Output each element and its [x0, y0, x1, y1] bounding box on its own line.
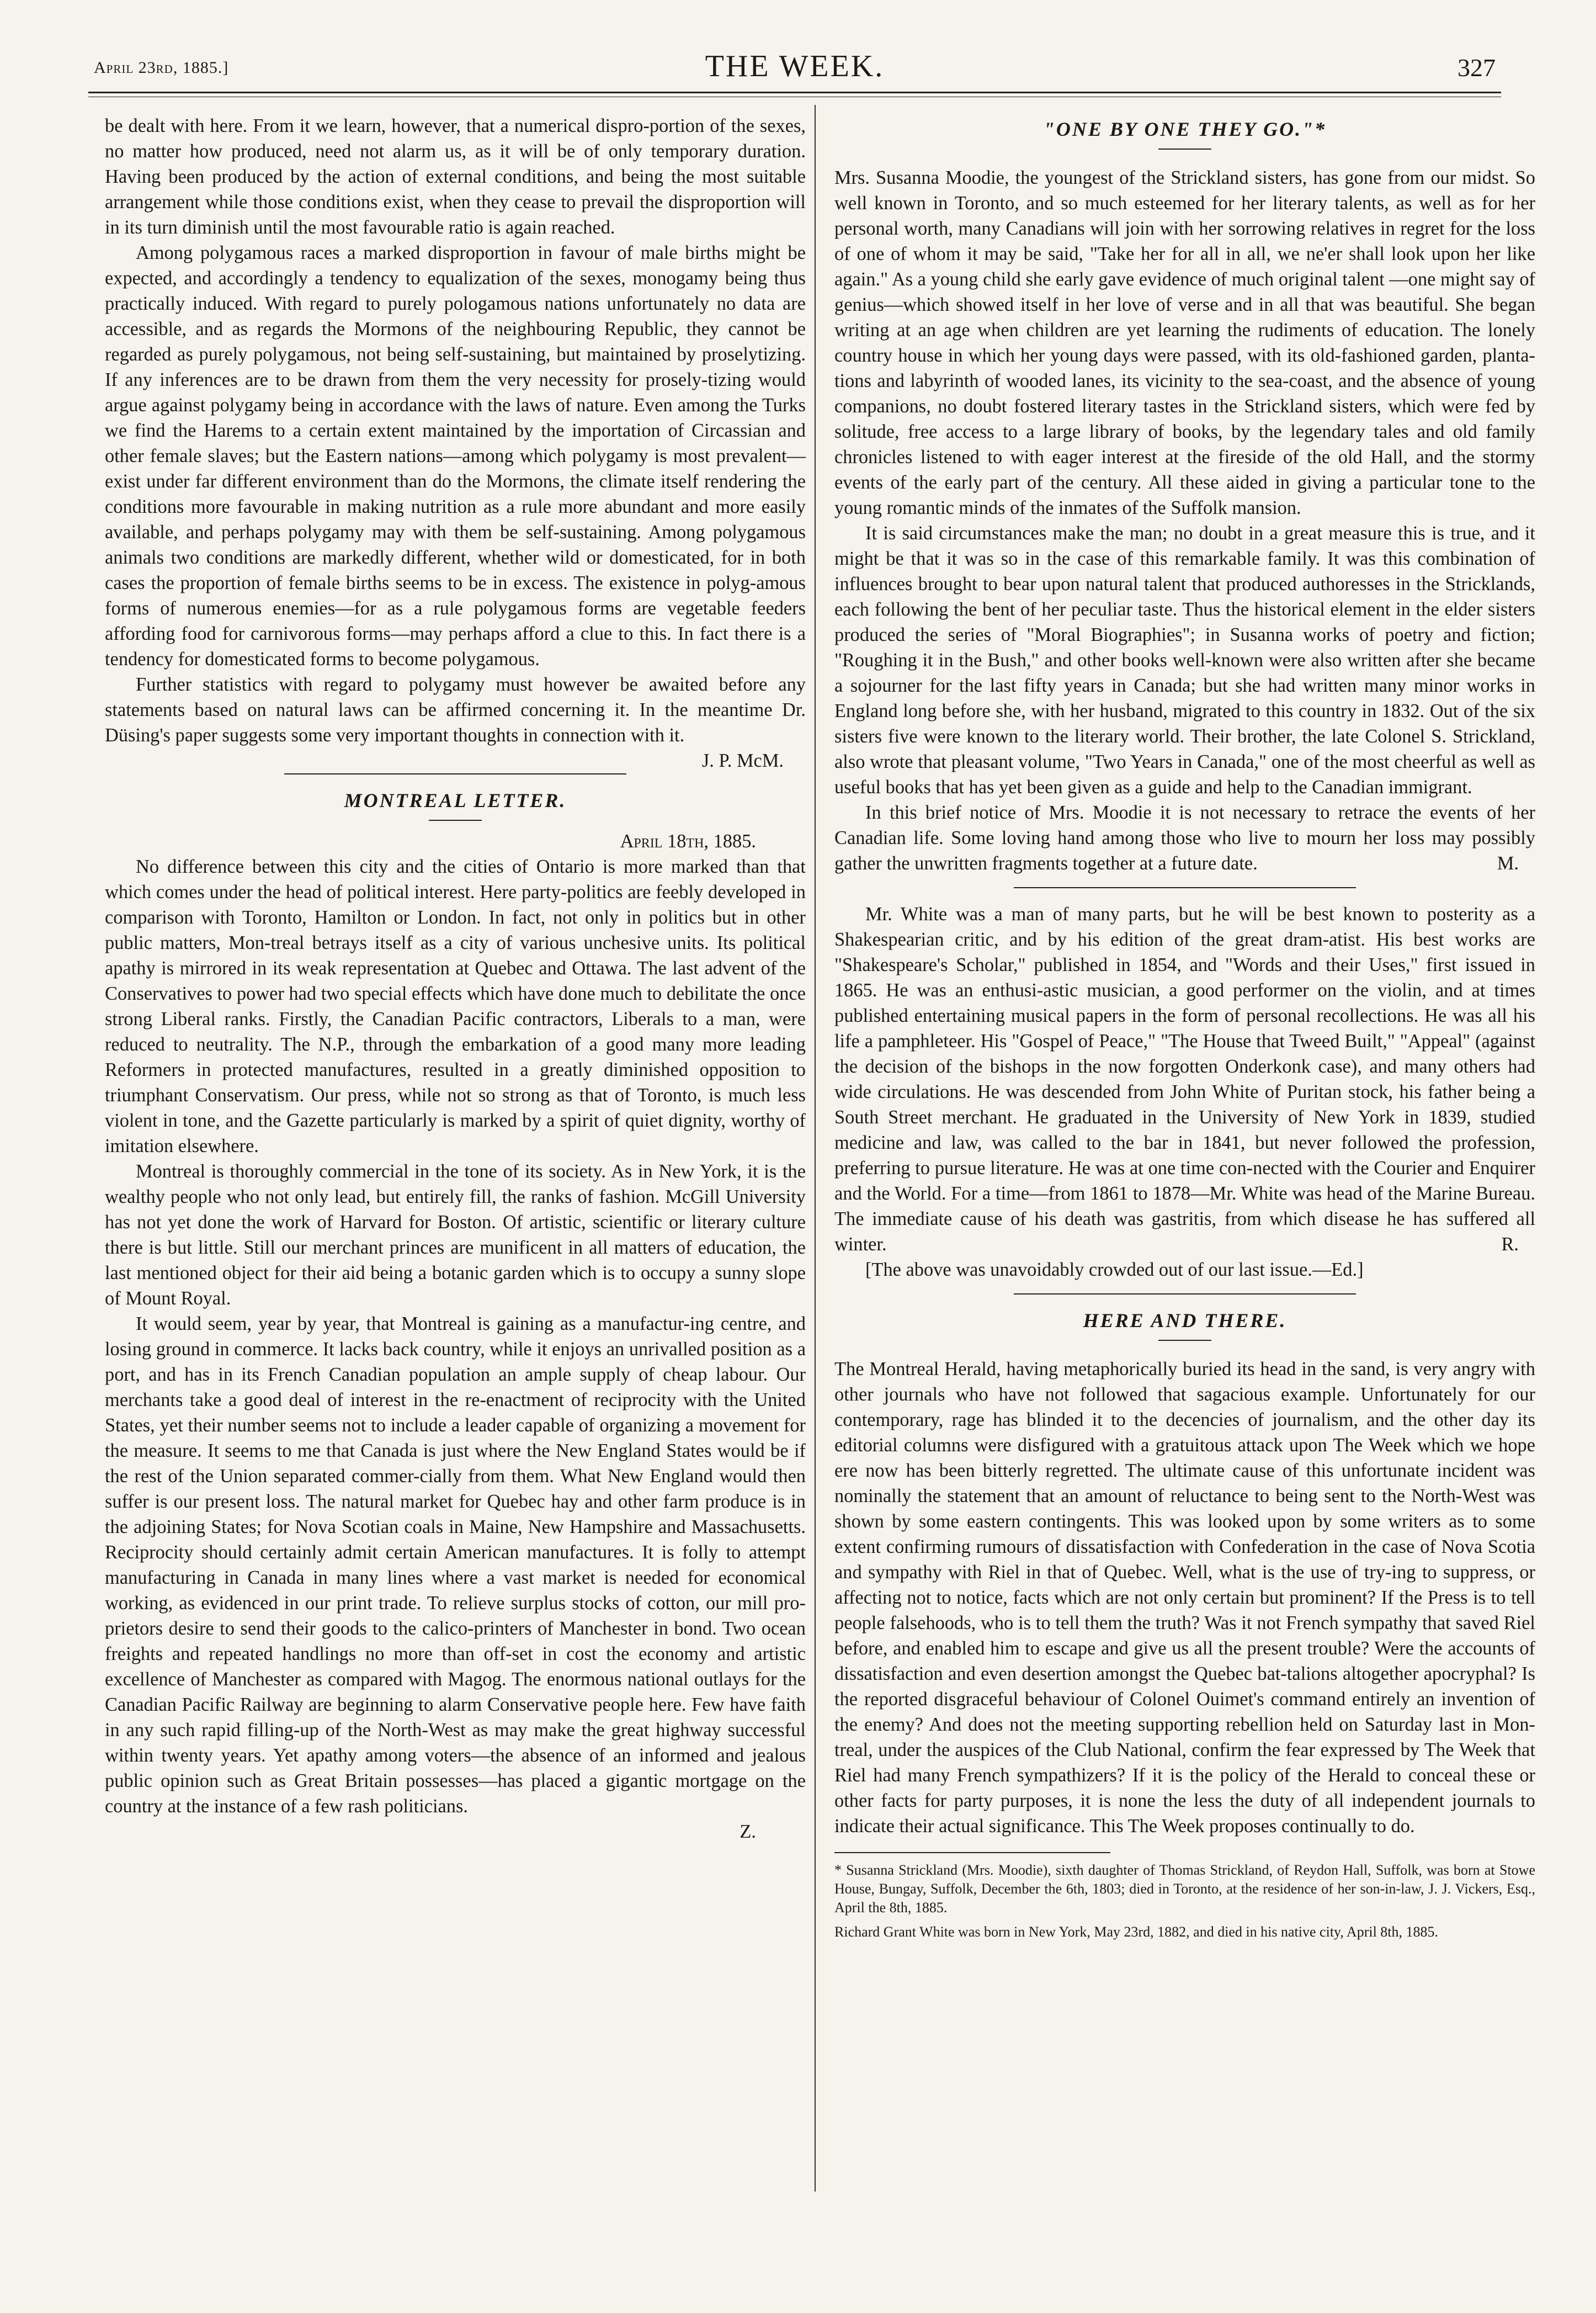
- montreal-letter-title: MONTREAL LETTER.: [344, 789, 567, 811]
- article-paragraph: Montreal is thoroughly commercial in the tone of its society. As in New York, it is the wealthy people who not only lead, but entirely fill, the ranks of fashion. McGill University has not yet done the work of Harvard for Boston. Of artistic, scientific or literary culture there is but little. Still our merchant princes are munificent in all matters of education, the last mentioned object for their aid being a botanic garden which is to occupy a sunny slope of Mount Royal.: [105, 1161, 806, 1309]
- article-paragraph: No difference between this city and the cities of Ontario is more marked than that which comes under the head of political interest. Here party-politics are feebly developed in comparison with Toronto, Hamilton or London. In fact, not only in politics but in other public matters, Mon-treal betrays itself as a city of various unchesive units. Its political apathy is mirrored in its weak representation at Quebec and Ottawa. The last advent of the Conservatives to power had two special effects which have done much to debilitate the once strong Liberal ranks. Firstly, the Canadian Pacific contractors, Liberals to a man, were reduced to neutrality. The N.P., through the embarkation of a good many more leading Reformers in protected manufactures, resulted in a greatly diminished opposition to triumphant Conservatism. Our press, while not so strong as that of Toronto, is much less violent in tone, and the Gazette particularly is marked by a spirit of quiet dignity, worthy of imitation elsewhere.: [105, 856, 806, 1156]
- article-paragraph-text: Further statistics with regard to polygamy must however be awaited before any statements based on natural laws can be affirmed concerning it. In the meantime Dr. Düsing's paper suggests some very important thoughts in connection with it.: [105, 674, 806, 746]
- footnote-rule: [834, 1852, 1110, 1853]
- masthead-title: THE WEEK.: [705, 49, 885, 83]
- article-paragraph: [834, 901, 1535, 1257]
- moodie-title: "ONE BY ONE THEY GO."*: [1043, 118, 1327, 140]
- section-rule: [284, 773, 626, 774]
- here-and-there-title: HERE AND THERE.: [1083, 1309, 1287, 1331]
- title-rule: [1158, 1340, 1211, 1341]
- article-signature: M.: [1497, 853, 1519, 874]
- title-rule: [1158, 148, 1211, 150]
- section-rule: [1014, 887, 1356, 888]
- article-paragraph: be dealt with here. From it we learn, however, that a numerical dispro-portion of the sexes, no matter how produced, need not alarm us, as it will be of only temporary duration. Having been produced by the action of external conditions, and being the most suitable arrangement while those conditions exist, when they cease to prevail the disproportion will in its turn diminish until the most favourable ratio is again reached.: [105, 115, 806, 238]
- section-rule: [1014, 1293, 1356, 1295]
- article-paragraph: Mrs. Susanna Moodie, the youngest of the Strickland sisters, has gone from our midst. So well known in Toronto, and so much esteemed for her literary talents, as well as for her personal worth, many Canadians will join with her sorrowing relatives in regret for the loss of one of whom it may be said, "Take her for all in all, we ne'er shall look upon her like again." As a young child she early gave evidence of much original talent —one might say of genius—which showed itself in her love of verse and in all that was beautiful. She began writing at an age when children are yet learning the rudiments of education. The lonely country house in which her young days were passed, with its old-fashioned garden, planta-tions and labyrinth of wooded lanes, its vicinity to the sea-coast, and the absence of young companions, no doubt fostered literary tastes in the Strickland sisters, which were fed by solitude, free access to a large library of books, by the legendary tales and old family chronicles listened to with eager interest at the fireside of the old Hall, and the stormy events of the early part of the century. All these aided in giving a particular tone to the young romantic minds of the inmates of the Suffolk mansion.: [834, 167, 1535, 518]
- article-signature: R.: [1501, 1234, 1519, 1255]
- article-paragraph-text: In this brief notice of Mrs. Moodie it is not necessary to retrace the events of her Canadian life. Some loving hand among those who live to mourn her loss may possibly gather the unwritten fragments together at a future date.: [834, 802, 1535, 874]
- article-paragraph: [834, 800, 1535, 876]
- article-paragraph: Among polygamous races a marked disproportion in favour of male births might be expected, and accordingly a tendency to equalization of the sexes, monogamy being thus practically induced. With regard to purely pologamous nations unfortunately no data are accessible, and as regards the Mormons of the neighbouring Republic, they cannot be regarded as purely polygamous, not being self-sustaining, but maintained by proselytizing. If any inferences are to be drawn from them the very necessity for prosely-tizing would argue against polygamy being in accordance with the laws of nature. Even among the Turks we find the Harems to a certain extent maintained by the importation of Circassian and other female slaves; but the Eastern nations—among which polygamy is most prevalent—exist under far different environment than do the Mormons, the climate itself rendering the conditions more favourable in making nutrition as a rule more abundant and more easily available, and perhaps polygamy may with them be self-sustaining. Among polygamous animals two conditions are markedly different, whether wild or domesticated, for in both cases the proportion of female births seems to be in excess. The existence in polyg-amous forms of numerous enemies—for as a rule polygamous forms are vegetable feeders affording food for carnivorous forms—may perhaps afford a clue to this. In fact there is a tendency for domesticated forms to become polygamous.: [105, 242, 806, 670]
- article-paragraph: [105, 672, 806, 771]
- left-column: [105, 113, 806, 1844]
- letter-signature: Z.: [740, 1821, 756, 1842]
- article-paragraph: It would seem, year by year, that Montreal is gaining as a manufactur-ing centre, and losing ground in commerce. It lacks back country, while it enjoys an unrivalled position as a port, and has in its French Canadian population an ample supply of cheap labour. Our merchants take a good deal of interest in the re-enactment of reciprocity with the United States, yet their number seems not to include a leader capable of organizing a movement for the measure. It seems to me that Canada is just where the New England States would be if the rest of the Union separated commer-cially from them. What New England would then suffer is our present loss. The natural market for Quebec hay and other farm produce is in the adjoining States; for Nova Scotian coals in Maine, New Hampshire and Massachusetts. Reciprocity should certainly admit certain American manufactures. It is folly to attempt manufacturing in Canada in many lines where a vast market is needed for economical working, as evidenced in our print trade. To relieve surplus stocks of cotton, our mill pro-prietors desire to send their goods to the calico-printers of Manchester in bond. Two ocean freights and repeated handlings no more than off-set in cost the economy and artistic excellence of Manchester as compared with Magog. The enormous national outlays for the Canadian Pacific Railway are beginning to alarm Conservative people here. Few have faith in any such rapid filling-up of the North-West as may make the great highway successful within twenty years. Yet apathy among voters—the absence of an informed and jealous public opinion such as Great Britain possesses—has placed a gigantic mortgage on the country at the instance of a few rash politicians.: [105, 1313, 806, 1817]
- page-number: 327: [1457, 54, 1496, 82]
- editor-note: [The above was unavoidably crowded out of our last issue.—Ed.]: [865, 1259, 1364, 1280]
- right-column: [834, 113, 1535, 1941]
- page-header: [88, 45, 1501, 89]
- header-date: April 23rd, 1885.]: [94, 59, 229, 77]
- article-paragraph: The Montreal Herald, having metaphorically buried its head in the sand, is very angry with other journals who have not followed that sagacious example. Unfortunately for our contemporary, rage has blinded it to the decencies of journalism, and the other day its editorial columns were disfigured with a gratuitous attack upon The Week which we hope ere now has been bitterly regretted. The ultimate cause of this unfortunate incident was nominally the statement that an amount of reluctance to being sent to the North-West was shown by some eastern contingents. This was looked upon by some writers as to some extent confirming rumours of dissatisfaction with Confederation in the case of Nova Scotia and sympathy with Riel in that of Quebec. Well, what is the use of try-ing to suppress, or affecting not to notice, facts which are not only certain but prominent? If the Press is to tell people falsehoods, who is to tell them the truth? Was it not French sympathy that saved Riel before, and enabled him to escape and give us all the present trouble? Were the accounts of dissatisfaction and even desertion amongst the Quebec bat-talions altogether apocryphal? Is the reported disgraceful behaviour of Colonel Ouimet's command entirely an invention of the enemy? And does not the meeting supporting rebellion held on Saturday last in Mon-treal, under the auspices of the Club National, confirm the fear expressed by The Week that Riel had many French sympathizers? If it is the policy of the Herald to conceal these or other facts for party purposes, it is none the less the duty of all independent journals to indicate their actual significance. This The Week proposes continually to do.: [834, 1359, 1535, 1837]
- footnote: * Susanna Strickland (Mrs. Moodie), sixth daughter of Thomas Strickland, of Reydon Hall, Suffolk, was born at Stowe House, Bungay, Suffolk, December the 6th, 1803; died in Toronto, at the residence of her son-in-law, J. J. Vickers, Esq., April the 8th, 1885.: [834, 1862, 1535, 1916]
- column-divider: [815, 105, 816, 2192]
- footnote: Richard Grant White was born in New York, May 23rd, 1882, and died in his native city, April 8th, 1885.: [834, 1924, 1439, 1940]
- article-signature: J. P. McM.: [701, 750, 784, 771]
- header-rule-thick: [88, 92, 1501, 93]
- letter-dateline: April 18th, 1885.: [620, 831, 756, 852]
- article-paragraph-text: Mr. White was a man of many parts, but he will be best known to posterity as a Shakespearian critic, and by his edition of the great dram-atist. His best works are "Shakespeare's Scholar," published in 1854, and "Words and their Uses," first issued in 1865. He was an enthusi-astic musician, a good performer on the violin, and at times published entertaining musical papers in the form of personal recollections. He was all his life a pamphleteer. His "Gospel of Peace," "The House that Tweed Built," "Appeal" (against the decision of the bishops in the now forgotten Onderkonk case), and many others had wide circulations. He was descended from John White of Puritan stock, his father being a South Street merchant. He graduated in the University of New York in 1839, studied medicine and law, was called to the bar in 1841, but never followed the profession, preferring to pursue literature. He was at one time con-nected with the Courier and Enquirer and the World. For a time—from 1861 to 1878—Mr. White was head of the Marine Bureau. The immediate cause of his death was gastritis, from which disease he has suffered all winter.: [834, 904, 1535, 1255]
- article-paragraph: It is said circumstances make the man; no doubt in a great measure this is true, and it might be that it was so in the case of this remarkable family. It was this combination of influences brought to bear upon natural talent that produced authoresses in the Stricklands, each following the bent of her peculiar taste. Thus the historical element in the elder sisters produced the series of "Moral Biographies"; in Susanna works of poetry and fiction; "Roughing it in the Bush," and other books well-known were also written after she became a sojourner for the last fifty years in Canada; but she had written many minor works in England long before she, with her husband, migrated to this country in 1832. Out of the six sisters five were known to the literary world. Their brother, the late Colonel S. Strickland, also wrote that pleasant volume, "Two Years in Canada," one of the most cheerful as well as useful books that has yet been given as a guide and help to the Canadian immigrant.: [834, 523, 1535, 798]
- title-rule: [429, 820, 482, 821]
